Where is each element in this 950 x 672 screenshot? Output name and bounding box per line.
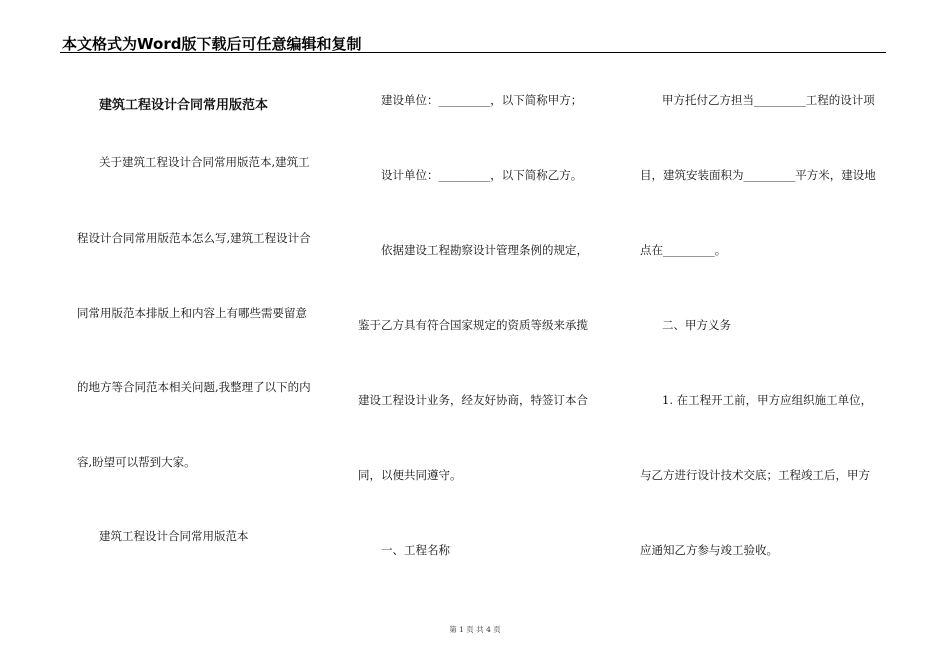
header-banner: 本文格式为Word版下载后可任意编辑和复制 [62,35,362,53]
col2-line-4: 鉴于乙方具有符合国家规定的资质等级来承揽 [358,318,588,332]
header-divider [60,52,886,53]
col2-line-3: 依据建设工程勘察设计管理条例的规定， [381,243,588,257]
document-title: 建筑工程设计合同常用版范本 [99,98,269,113]
col3-line-5: 1. 在工程开工前，甲方应组织施工单位， [662,393,873,407]
col3-line-6: 与乙方进行设计技术交底；工程竣工后，甲方 [640,468,870,482]
col1-line-2: 程设计合同常用版范本怎么写,建筑工程设计合 [77,231,311,245]
page-number: 第 1 页 共 4 页 [449,625,501,634]
col2-section-heading: 一、工程名称 [381,543,450,557]
col1-line-4: 的地方等合同范本相关问题,我整理了以下的内 [77,380,311,394]
col3-line-7: 应通知乙方参与竣工验收。 [640,543,778,557]
col1-line-1: 关于建筑工程设计合同常用版范本,建筑工 [99,155,310,169]
col1-line-3: 同常用版范本排版上和内容上有哪些需要留意 [77,306,307,320]
col1-line-5: 容,盼望可以帮到大家。 [77,455,196,469]
col3-line-1: 甲方托付乙方担当_________工程的设计项 [662,93,875,107]
col3-line-2: 目，建筑安装面积为_________平方米，建设地 [640,168,876,182]
col3-section-heading: 二、甲方义务 [662,318,731,332]
col2-line-1: 建设单位：_________，以下简称甲方； [381,93,583,107]
col3-line-3: 点在_________。 [640,243,727,257]
col2-line-2: 设计单位：_________，以下简称乙方。 [381,168,583,182]
col2-line-6: 同，以便共同遵守。 [358,468,462,482]
col2-line-5: 建设工程设计业务，经友好协商，特签订本合 [358,393,588,407]
col1-subheading: 建筑工程设计合同常用版范本 [99,529,249,543]
